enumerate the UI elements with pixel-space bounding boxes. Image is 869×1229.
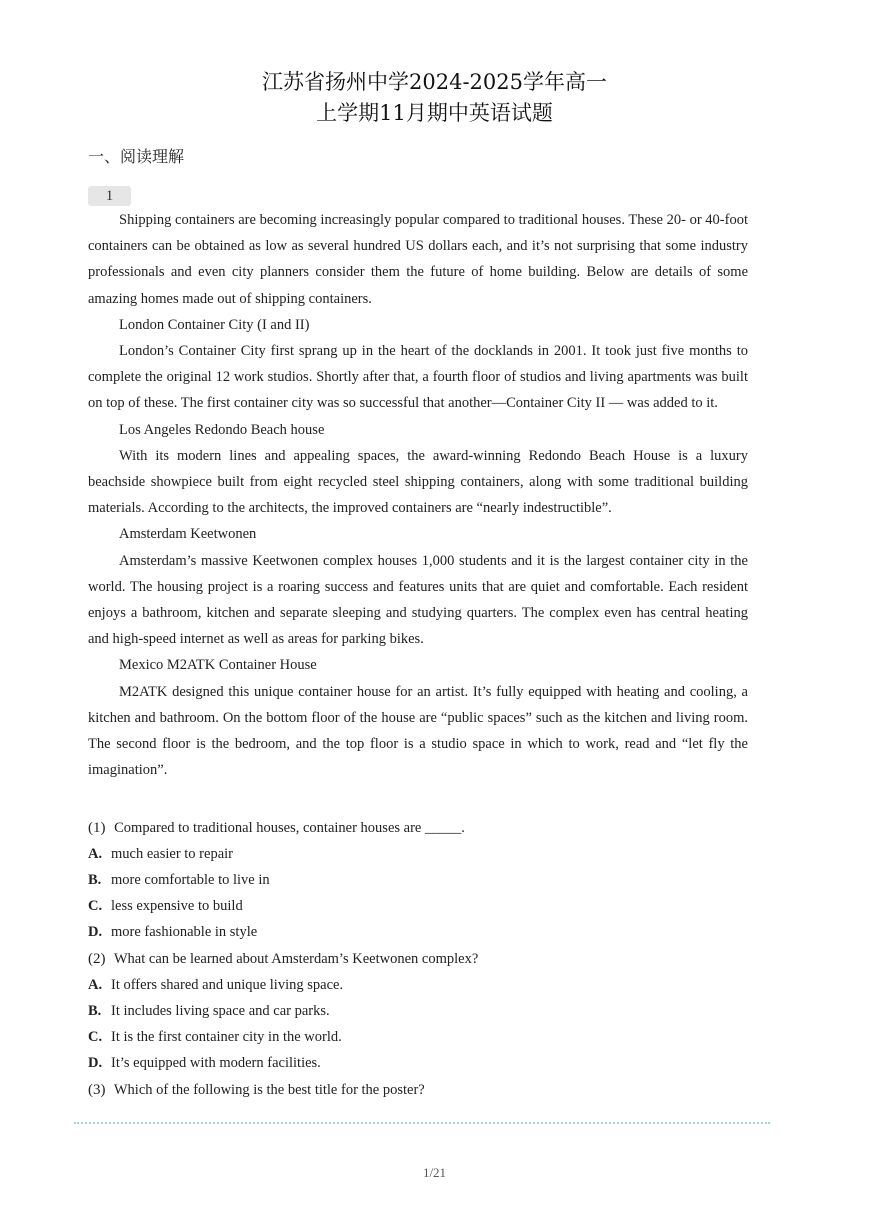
question-3 xyxy=(88,1077,425,1103)
passage-subheading: Amsterdam Keetwonen xyxy=(119,526,257,543)
passage-subheading: London Container City (I and II) xyxy=(119,316,310,333)
option-c[interactable] xyxy=(88,893,465,919)
option-d[interactable] xyxy=(88,919,465,945)
question-1 xyxy=(88,815,465,945)
reading-passage xyxy=(88,207,748,783)
question-text: Compared to traditional houses, container houses are _____. xyxy=(114,820,465,836)
question-text: What can be learned about Amsterdam’s Keetwonen complex? xyxy=(113,951,479,967)
option-text: It is the first container city in the world. xyxy=(111,1029,342,1045)
document-title-line-2: 上学期11月期中英语试题 xyxy=(316,101,553,125)
option-letter: C. xyxy=(88,898,103,914)
option-letter: C. xyxy=(88,1029,103,1045)
page-divider xyxy=(74,1122,770,1124)
option-text: It’s equipped with modern facilities. xyxy=(111,1055,321,1071)
option-letter: B. xyxy=(88,1003,102,1019)
option-d[interactable] xyxy=(88,1050,478,1076)
question-number: (1) xyxy=(88,820,106,836)
option-letter: A. xyxy=(88,977,103,993)
option-c[interactable] xyxy=(88,1024,478,1050)
question-number: (2) xyxy=(88,951,106,967)
option-a[interactable] xyxy=(88,972,478,998)
passage-paragraph: With its modern lines and appealing spaces, the award-winning Redondo Beach House is a luxury beachside showpiece built from eight recycled steel shipping containers, along with some traditional building materials. According to the architects, the improved containers are “nearly indestructible”. xyxy=(88,447,748,517)
option-letter: D. xyxy=(88,1055,103,1071)
question-text: Which of the following is the best title for the poster? xyxy=(113,1082,425,1098)
passage-paragraph: Amsterdam’s massive Keetwonen complex houses 1,000 students and it is the largest container city in the world. The housing project is a roaring success and features units that are quiet and comfortable. Each resident enjoys a bathroom, kitchen and separate sleeping and studying quarters. The complex even has central heating and high-speed internet as well as areas for parking bikes. xyxy=(88,552,748,648)
option-text: much easier to repair xyxy=(111,846,233,862)
passage-subheading: Mexico M2ATK Container House xyxy=(119,657,317,674)
option-text: less expensive to build xyxy=(111,898,243,914)
page-number: 1/21 xyxy=(422,1165,447,1180)
passage-paragraph: London’s Container City first sprang up in the heart of the docklands in 2001. It took just five months to complete the original 12 work studios. Shortly after that, a fourth floor of studios and living apartments was built on top of these. The first container city was so successful that another—Container City II — was added to it. xyxy=(88,343,748,412)
question-group-badge: 1 xyxy=(88,186,131,206)
passage-paragraph: Shipping containers are becoming increasingly popular compared to traditional houses. These 20- or 40-foot containers can be obtained as low as several hundred US dollars each, and it’s not surprising that some industry professionals and even city planners consider them the future of home building. Below are details of some amazing homes made out of shipping containers. xyxy=(88,212,748,307)
option-text: more fashionable in style xyxy=(111,924,258,940)
document-title-line-1: 江苏省扬州中学2024-2025学年高一 xyxy=(262,70,607,94)
option-text: more comfortable to live in xyxy=(111,872,270,888)
option-a[interactable] xyxy=(88,841,465,867)
option-letter: A. xyxy=(88,846,103,862)
question-2 xyxy=(88,946,478,1076)
question-stem xyxy=(88,815,465,841)
option-text: It includes living space and car parks. xyxy=(111,1003,330,1019)
question-number: (3) xyxy=(88,1082,106,1098)
option-b[interactable] xyxy=(88,998,478,1024)
option-b[interactable] xyxy=(88,867,465,893)
option-letter: B. xyxy=(88,872,102,888)
question-stem xyxy=(88,946,478,972)
passage-subheading: Los Angeles Redondo Beach house xyxy=(119,421,325,438)
option-text: It offers shared and unique living space. xyxy=(111,977,344,993)
question-stem xyxy=(88,1077,425,1103)
passage-paragraph: M2ATK designed this unique container house for an artist. It’s fully equipped with heating and cooling, a kitchen and bathroom. On the bottom floor of the house are “public spaces” such as the kitchen and living room. The second floor is the bedroom, and the top floor is a studio space in which to work, read and “let fly the imagination”. xyxy=(88,683,748,779)
section-heading: 一、阅读理解 xyxy=(88,147,185,166)
option-letter: D. xyxy=(88,924,103,940)
